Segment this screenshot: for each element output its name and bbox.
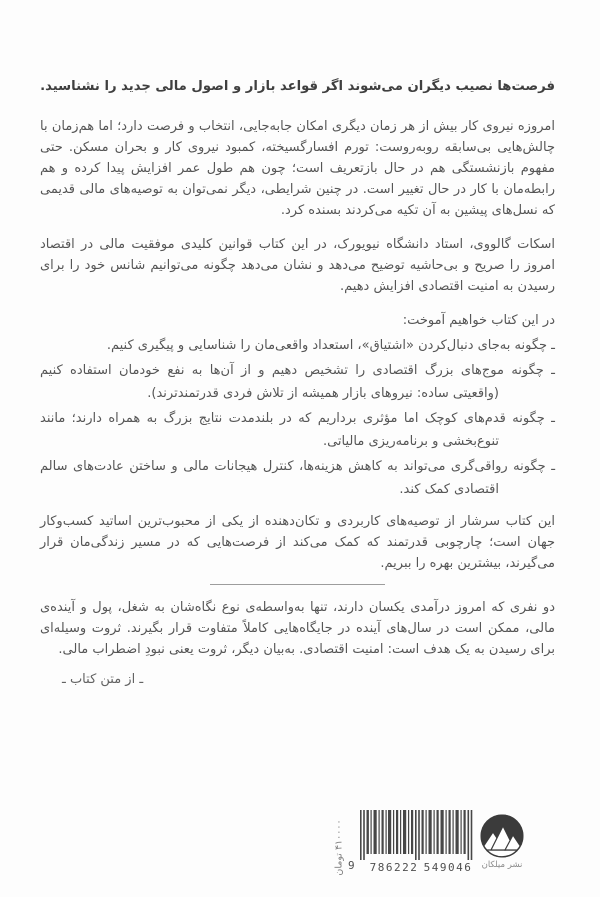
learn-item-2: ـ چگونه موج‌های بزرگ اقتصادی را تشخیص دهیم و از آن‌ها به نفع خودمان استفاده کنیم (واقعیتی ساده: نیروهای بازار همیشه از تلاش فردی قدرتمندترند). <box>40 363 555 401</box>
quote-attribution: ـ از متن کتاب ـ <box>62 672 144 687</box>
learn-list <box>40 334 555 501</box>
blurb-paragraph: این کتاب سرشار از توصیه‌های کاربردی و تکان‌دهنده از یکی از محبوب‌ترین اساتید کسب‌وکار جهان است؛ چارچوبی قدرتمند که کمک می‌کند از فرصت‌هایی که در مسیر زندگی‌مان قرار می‌گیرند، بیشترین بهره را ببریم. <box>40 514 555 571</box>
cover-headline: فرصت‌ها نصیب دیگران می‌شوند اگر قواعد بازار و اصول مالی جدید را نشناسید. <box>40 79 555 94</box>
intro-paragraph: امروزه نیروی کار بیش از هر زمان دیگری امکان جابه‌جایی، انتخاب و فرصت دارد؛ اما هم‌زمان با چالش‌هایی بی‌سابقه روبه‌روست: تورم افسارگسیخته، کمبود نیروی کار و بحران مسکن. حتی مفهوم بازنشستگی هم در حال بازتعریف است؛ چون هم طول عمر افزایش پیدا کرده و هم رابطه‌مان با کار در حال تغییر است. در چنین شرایطی، دیگر نمی‌توان به توصیه‌های مالی قدیمی که نسل‌های پیشین به آن تکیه می‌کردند بسنده کرد. <box>40 119 555 218</box>
learn-list-intro: در این کتاب خواهیم آموخت: <box>402 313 555 328</box>
learn-item-3: ـ چگونه قدم‌های کوچک اما مؤثری برداریم که در بلندمدت نتایج بزرگ به همراه دارند؛ مانند تنوع‌بخشی و برنامه‌ریزی مالیاتی. <box>40 411 555 449</box>
price-label: ۴۱۰۰۰۰ تومان <box>333 818 345 876</box>
publisher-name-label: نشر میلکان <box>481 860 523 870</box>
divider-rule <box>210 584 385 585</box>
learn-item-1: ـ چگونه به‌جای دنبال‌کردن «اشتیاق»، استعداد واقعی‌مان را شناسایی و پیگیری کنیم. <box>106 338 555 353</box>
quote-paragraph: دو نفری که امروز درآمدی یکسان دارند، تنها به‌واسطه‌ی نوع نگاه‌شان به شغل، پول و آینده‌ی مالی، ممکن است در سال‌های آینده در جایگاه‌هایی کاملاً متفاوت قرار بگیرند. ثروت وسیله‌ای برای رسیدن به یک هدف است: امنیت اقتصادی. به‌بیان دیگر، ثروت یعنی نبودِ اضطراب مالی. <box>40 600 555 657</box>
isbn-barcode <box>350 810 478 874</box>
milkan-mountains-logo-icon <box>479 813 525 859</box>
barcode-lead-digit: 9 <box>348 859 357 872</box>
barcode-digits-group1: 786222 <box>369 861 419 874</box>
publisher-block <box>478 813 526 870</box>
barcode-bars-icon <box>360 810 474 860</box>
barcode-digits-group2: 549046 <box>423 861 473 874</box>
author-paragraph: اسکات گالووی، استاد دانشگاه نیویورک، در این کتاب قوانین کلیدی موفقیت مالی در اقتصاد امروز را صریح و بی‌حاشیه توضیح می‌دهد و نشان می‌دهد چگونه می‌توانیم شانس خود را برای رسیدن به امنیت اقتصادی افزایش دهیم. <box>40 237 555 294</box>
learn-item-4: ـ چگونه رواقی‌گری می‌تواند به کاهش هزینه‌ها، کنترل هیجانات مالی و ساختن عادت‌های سالم اقتصادی کمک کند. <box>40 459 555 497</box>
